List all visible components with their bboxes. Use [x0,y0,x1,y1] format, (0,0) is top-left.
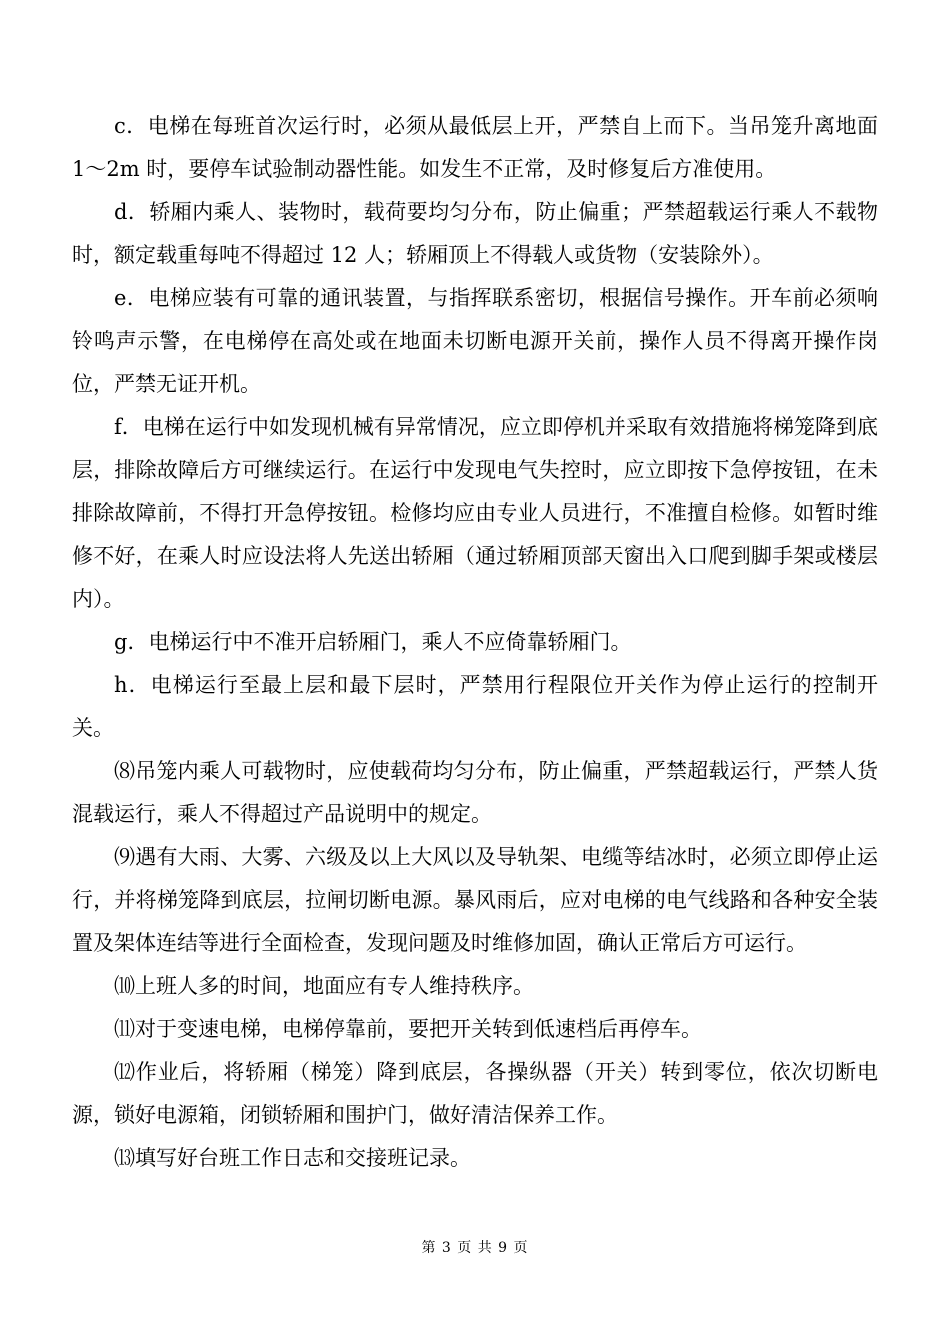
paragraph-8: ⑻吊笼内乘人可载物时，应使载荷均匀分布，防止偏重，严禁超载运行，严禁人货混载运行，乘人不得超过产品说明中的规定。 [72,759,878,826]
paragraph-9: ⑼遇有大雨、大雾、六级及以上大风以及导轨架、电缆等结冰时，必须立即停止运行，并将梯笼降到底层，拉闸切断电源。暴风雨后，应对电梯的电气线路和各种安全装置及架体连结等进行全面检查，发现问题及时维修加固，确认正常后方可运行。 [72,845,878,955]
body-text [72,105,878,1180]
paragraph-10: ⑽上班人多的时间，地面应有专人维持秩序。 [114,974,534,998]
paragraph-c: c．电梯在每班首次运行时，必须从最低层上开，严禁自上而下。当吊笼升离地面 1～2m 时，要停车试验制动器性能。如发生不正常，及时修复后方准使用。 [72,114,878,181]
paragraph-11: ⑾对于变速电梯，电梯停靠前，要把开关转到低速档后再停车。 [114,1017,702,1041]
paragraph-12: ⑿作业后，将轿厢（梯笼）降到底层，各操纵器（开关）转到零位，依次切断电源，锁好电源箱，闭锁轿厢和围护门，做好清洁保养工作。 [72,1060,878,1127]
paragraph-e: e．电梯应装有可靠的通讯装置，与指挥联系密切，根据信号操作。开车前必须响铃鸣声示警，在电梯停在高处或在地面未切断电源开关前，操作人员不得离开操作岗位，严禁无证开机。 [72,286,878,396]
paragraph-g: g．电梯运行中不准开启轿厢门，乘人不应倚靠轿厢门。 [114,630,632,654]
paragraph-f: f．电梯在运行中如发现机械有异常情况，应立即停机并采取有效措施将梯笼降到底层，排除故障后方可继续运行。在运行中发现电气失控时，应立即按下急停按钮，在未排除故障前，不得打开急停按钮。检修均应由专业人员进行，不准擅自检修。如暂时维修不好，在乘人时应设法将人先送出轿厢（通过轿厢顶部天窗出入口爬到脚手架或楼层内）。 [72,415,878,611]
paragraph-d: d．轿厢内乘人、装物时，载荷要均匀分布，防止偏重；严禁超载运行乘人不载物时，额定载重每吨不得超过 12 人；轿厢顶上不得载人或货物（安装除外）。 [72,200,878,267]
paragraph-13: ⒀填写好台班工作日志和交接班记录。 [114,1146,471,1170]
paragraph-h: h．电梯运行至最上层和最下层时，严禁用行程限位开关作为停止运行的控制开关。 [72,673,878,740]
page-footer: 第 3 页 共 9 页 [421,1240,529,1256]
